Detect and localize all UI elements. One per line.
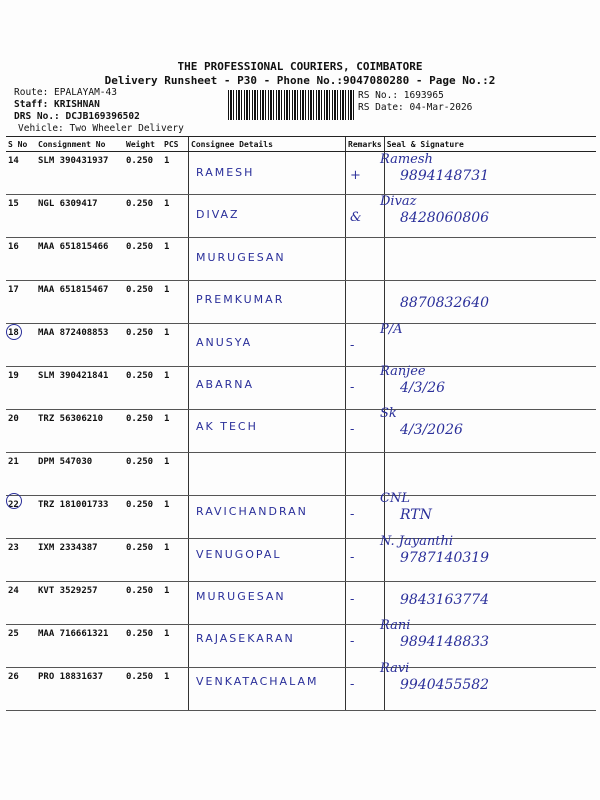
table-row [6,539,596,582]
staff: Staff: KRISHNAN [14,99,100,110]
signature-handwritten: Rani [380,618,411,634]
row-consignment-no: MAA 716661321 [36,625,124,668]
table-row [6,367,596,410]
route: Route: EPALAYAM-43 [14,87,117,98]
phone-handwritten: 9894148731 [400,168,490,184]
row-weight: 0.250 [124,324,162,367]
rs-number: RS No.: 1693965 [358,90,444,101]
row-remarks-cell [346,238,385,281]
table-row [6,582,596,625]
consignee-name-handwritten: ABARNA [196,378,254,391]
phone-handwritten: 9843163774 [400,592,490,608]
table-row [6,625,596,668]
consignee-name-handwritten: RAMESH [196,166,255,179]
vehicle: Vehicle: Two Wheeler Delivery [18,123,184,134]
row-sno: 14 [6,152,36,195]
row-weight: 0.250 [124,367,162,410]
signature-handwritten: CNL [380,491,410,507]
table-row [6,238,596,281]
col-consignment: Consignment No [36,137,124,152]
runsheet-table [6,136,596,711]
phone-handwritten: 4/3/2026 [400,422,463,439]
phone-handwritten: RTN [400,507,432,524]
consignee-name-handwritten: DIVAZ [196,208,240,222]
table-row [6,195,596,238]
row-sno: 25 [6,625,36,668]
row-pcs: 1 [162,539,189,582]
row-pcs: 1 [162,324,189,367]
row-weight: 0.250 [124,152,162,195]
row-weight: 0.250 [124,625,162,668]
col-seal: Seal & Signature [384,137,596,152]
row-pcs: 1 [162,625,189,668]
table-row [6,410,596,453]
phone-handwritten: 9787140319 [400,549,490,566]
row-consignment-no: KVT 3529257 [36,582,124,625]
row-pcs: 1 [162,668,189,711]
row-consignment-no: TRZ 181001733 [36,496,124,539]
signature-handwritten: Ramesh [380,152,433,167]
signature-handwritten: Sk [380,406,397,422]
row-consignee-cell [189,582,346,625]
row-weight: 0.250 [124,582,162,625]
row-consignment-no: NGL 6309417 [36,195,124,238]
row-weight: 0.250 [124,496,162,539]
row-weight: 0.250 [124,410,162,453]
row-sno: 15 [6,195,36,238]
consignee-name-handwritten: VENUGOPAL [196,547,282,561]
row-sno: 23 [6,539,36,582]
remark-mark-handwritten: - [350,592,355,607]
row-consignment-no: DPM 547030 [36,453,124,496]
col-pcs: PCS [162,137,189,152]
row-pcs: 1 [162,453,189,496]
row-pcs: 1 [162,582,189,625]
row-pcs: 1 [162,281,189,324]
rs-date: RS Date: 04-Mar-2026 [358,102,473,113]
row-sno: 24 [6,582,36,625]
row-sno: 20 [6,410,36,453]
consignee-name-handwritten: MURUGESAN [196,250,286,264]
table-row [6,453,596,496]
row-consignment-no: MAA 872408853 [36,324,124,367]
company-title: THE PROFESSIONAL COURIERS, COIMBATORE [177,60,423,73]
table-row [6,324,596,367]
row-consignment-no: SLM 390421841 [36,367,124,410]
phone-handwritten: 9894148833 [400,634,490,651]
row-remarks-cell [346,453,385,496]
row-sno: 17 [6,281,36,324]
row-consignment-no: PRO 18831637 [36,668,124,711]
remark-mark-handwritten: + [350,168,361,183]
signature-handwritten: Divaz [380,194,417,210]
col-weight: Weight [124,137,162,152]
phone-handwritten: 8870832640 [400,295,490,312]
row-sno: 22 [6,496,36,539]
row-consignee-cell [189,453,346,496]
remark-mark-handwritten: - [350,337,355,353]
row-weight: 0.250 [124,453,162,496]
remark-mark-handwritten: - [350,634,355,650]
remark-mark-handwritten: - [350,507,355,523]
remark-mark-handwritten: - [350,676,355,692]
consignee-name-handwritten: MURUGESAN [196,590,286,603]
row-sno: 21 [6,453,36,496]
signature-handwritten: P/A [380,321,403,337]
col-remarks: Remarks [346,137,385,152]
table-row [6,281,596,324]
row-pcs: 1 [162,238,189,281]
row-pcs: 1 [162,195,189,238]
row-weight: 0.250 [124,668,162,711]
row-pcs: 1 [162,367,189,410]
row-seal-cell [384,453,596,496]
runsheet-subtitle: Delivery Runsheet - P30 - Phone No.:9047080280 - Page No.:2 [104,74,496,87]
row-consignment-no: IXM 2334387 [36,539,124,582]
signature-handwritten: Ranjee [380,364,426,379]
consignee-name-handwritten: AK TECH [196,420,258,434]
remark-mark-handwritten: - [350,549,355,565]
row-consignment-no: MAA 651815466 [36,238,124,281]
row-sno: 26 [6,668,36,711]
row-pcs: 1 [162,496,189,539]
remark-mark-handwritten: - [350,422,355,438]
row-consignment-no: MAA 651815467 [36,281,124,324]
row-weight: 0.250 [124,238,162,281]
consignee-name-handwritten: RAJASEKARAN [196,632,295,646]
consignee-name-handwritten: ANUSYA [196,335,253,349]
col-consignee: Consignee Details [189,137,346,152]
consignee-name-handwritten: VENKATACHALAM [196,674,319,688]
drs-number: DRS No.: DCJB169396502 [14,111,140,122]
signature-handwritten: N. Jayanthi [380,533,453,549]
consignee-name-handwritten: RAVICHANDRAN [196,505,308,519]
phone-handwritten: 9940455582 [400,676,490,693]
row-pcs: 1 [162,410,189,453]
row-sno: 19 [6,367,36,410]
row-sno: 18 [6,324,36,367]
row-consignee-cell [189,625,346,668]
remark-mark-handwritten: & [350,210,362,226]
remark-mark-handwritten: - [350,380,355,395]
row-weight: 0.250 [124,195,162,238]
row-pcs: 1 [162,152,189,195]
phone-handwritten: 8428060806 [400,210,490,227]
col-sno: S No [6,137,36,152]
consignee-name-handwritten: PREMKUMAR [196,293,285,307]
row-consignment-no: SLM 390431937 [36,152,124,195]
row-sno: 16 [6,238,36,281]
barcode [228,90,356,120]
row-seal-cell [384,324,596,367]
row-weight: 0.250 [124,539,162,582]
row-consignment-no: TRZ 56306210 [36,410,124,453]
table-row [6,152,596,195]
row-seal-cell [384,238,596,281]
row-weight: 0.250 [124,281,162,324]
circle-mark [6,324,22,340]
signature-handwritten: Ravi [380,660,410,676]
phone-handwritten: 4/3/26 [400,380,446,396]
row-remarks-cell [346,281,385,324]
